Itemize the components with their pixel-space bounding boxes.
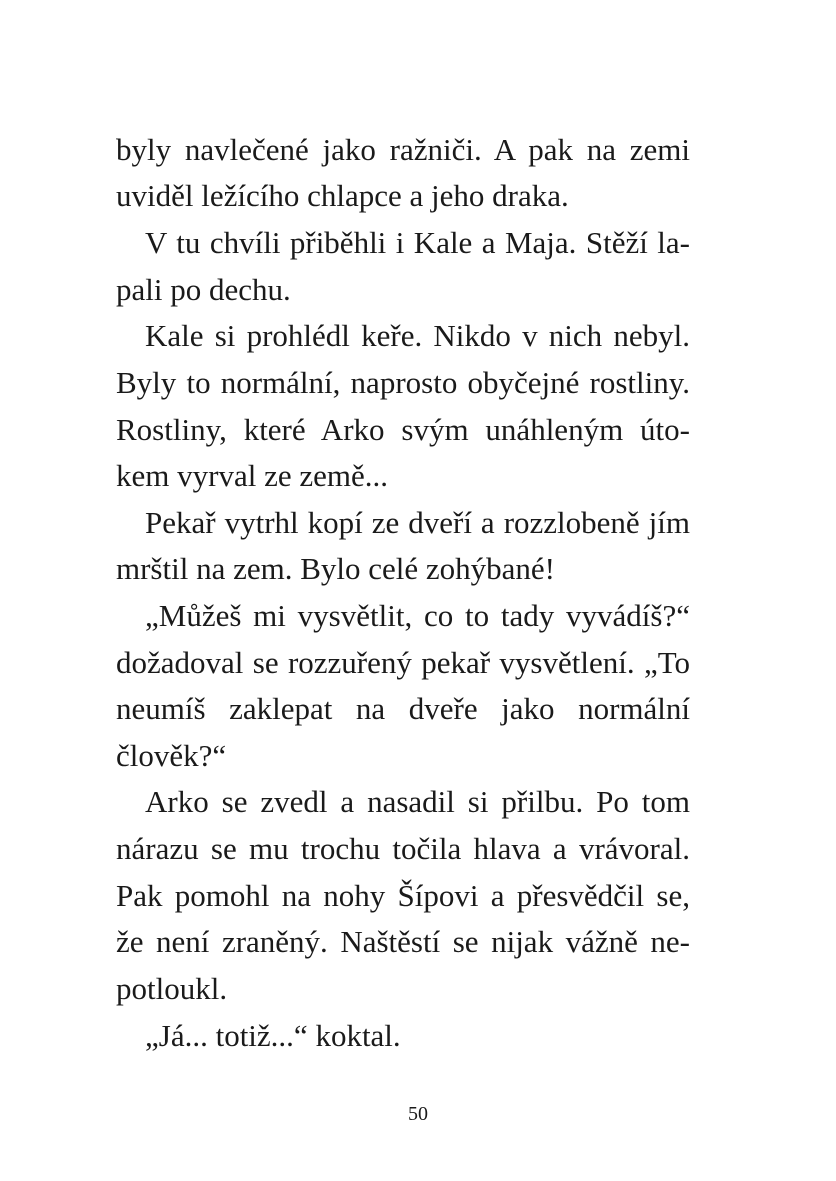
text-line: Rostliny, které Arko svým unáhleným úto- <box>116 412 690 447</box>
text-line: uviděl ležícího chlapce a jeho draka. <box>116 178 569 213</box>
text-line: neumíš zaklepat na dveře jako normální <box>116 691 690 726</box>
text-line: potloukl. <box>116 971 228 1006</box>
text-line: „Můžeš mi vysvětlit, co to tady vyvádíš?“ <box>145 598 690 633</box>
text-line: Pekař vytrhl kopí ze dveří a rozzlobeně jím <box>145 505 690 540</box>
text-line: že není zraněný. Naštěstí se nijak vážně ne- <box>116 924 690 959</box>
text-line: Byly to normální, naprosto obyčejné rostliny. <box>116 365 690 400</box>
text-line: byly navlečené jako ražniči. A pak na zemi <box>116 132 690 167</box>
text-line: člověk?“ <box>116 738 227 773</box>
text-line: dožadoval se rozzuřený pekař vysvětlení. „To <box>116 645 690 680</box>
page-number: 50 <box>408 1103 428 1125</box>
text-line: Kale si prohlédl keře. Nikdo v nich nebyl. <box>145 318 690 353</box>
text-line: Pak pomohl na nohy Šípovi a přesvědčil se, <box>116 878 690 913</box>
text-line: mrštil na zem. Bylo celé zohýbané! <box>116 551 556 586</box>
text-line: V tu chvíli přiběhli i Kale a Maja. Stěží la- <box>145 225 690 260</box>
text-line: kem vyrval ze země... <box>116 458 388 493</box>
text-line: Arko se zvedl a nasadil si přilbu. Po tom <box>145 784 690 819</box>
text-line: pali po dechu. <box>116 272 291 307</box>
text-line: nárazu se mu trochu točila hlava a vrávoral. <box>116 831 690 866</box>
text-line: „Já... totiž...“ koktal. <box>145 1018 401 1053</box>
